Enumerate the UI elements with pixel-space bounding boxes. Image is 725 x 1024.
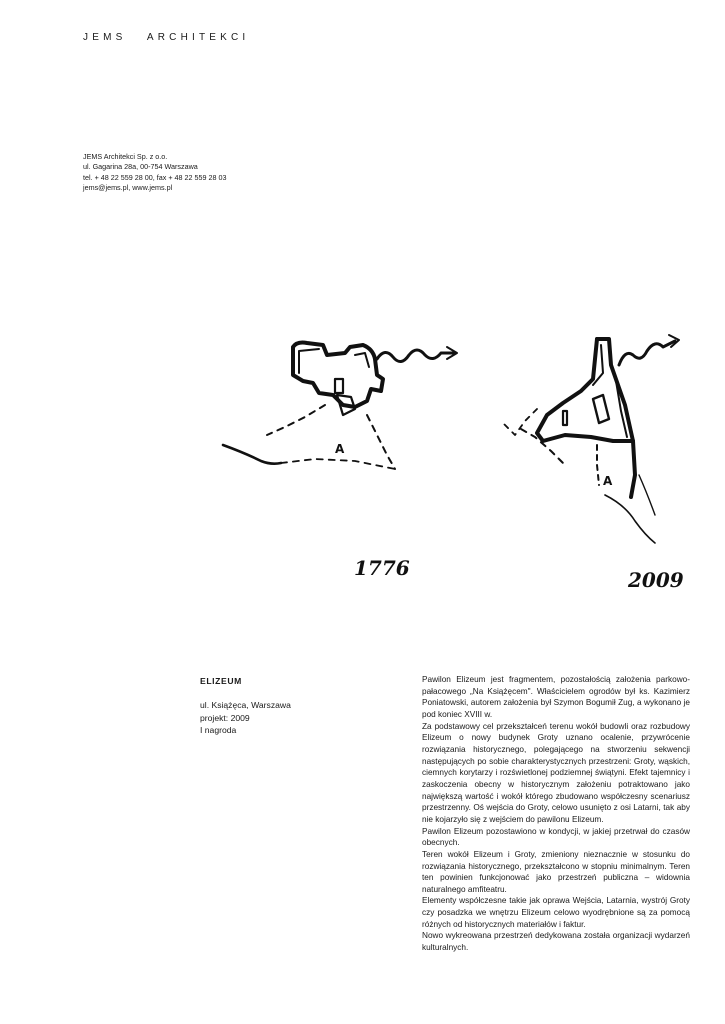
description-paragraph: Pawilon Elizeum pozostawiono w kondycji, w jakiej przetrwał do czasów obecnych. <box>422 826 690 848</box>
brand-header: JEMS ARCHITEKCI <box>83 32 250 43</box>
project-address: ul. Książęca, Warszawa <box>200 700 291 711</box>
project-info <box>200 675 291 737</box>
contact-block <box>83 152 226 193</box>
sketch-1776 <box>215 335 475 475</box>
company-address: ul. Gagarina 28a, 00-754 Warszawa <box>83 162 198 172</box>
project-year: projekt: 2009 <box>200 712 250 723</box>
description-paragraph: Teren wokół Elizeum i Groty, zmieniony nieznacznie w stosunku do rozwiązania historycznego, przekształcono w stopniu minimalnym. Teren ten powinien funkcjonować jako przestrzeń publiczna – widownia naturalnego amfiteatru. <box>422 849 690 894</box>
project-name: ELIZEUM <box>200 676 242 686</box>
sketch-2009-drawing <box>485 325 695 545</box>
description-paragraph: Pawilon Elizeum jest fragmentem, pozostałością założenia parkowo-pałacowego „Na Książęcem". Właścicielem ogrodów był ks. Kazimierz Poniatowski, autorem założenia był Szymon Bogumił Zug, a wykonano je pod koniec XVIII w. <box>422 675 690 719</box>
sketch-1776-drawing <box>215 335 475 475</box>
year-1776: 1776 <box>354 556 410 580</box>
company-phone: tel. + 48 22 559 28 00, fax + 48 22 559 28 03 <box>83 172 227 182</box>
sketch-1776-label: A <box>335 442 345 456</box>
project-description <box>422 674 690 954</box>
company-web: jems@jems.pl, www.jems.pl <box>83 182 173 192</box>
description-paragraph: Nowo wykreowana przestrzeń dedykowana została organizacji wydarzeń kulturalnych. <box>422 931 690 953</box>
project-award: I nagroda <box>200 725 237 736</box>
description-paragraph: Elementy współczesne takie jak oprawa Wejścia, Latarnia, wystrój Groty czy posadzka we wnętrzu Elizeum celowo wyodrębnione są za pomocą różnych od historycznych materiałów i faktur. <box>422 896 690 929</box>
year-2009: 2009 <box>628 568 684 592</box>
sketch-2009 <box>485 325 695 545</box>
description-paragraph: Za podstawowy cel przekształceń terenu wokół budowli oraz rozbudowy Elizeum o nowy budynek Groty uznano ocalenie, przywrócenie rozwiązania historycznego, polegającego na stworzeniu sekwencji następujących po sobie charakterystycznych przestrzeni: Groty, wąskich, ciemnych korytarzy i rozświetlonej podziemnej świątyni. Efekt tajemnicy i zaskoczenia obecny w historycznym założeniu potraktowano jako największą wartość i wokół którego zbudowano współczesny scenariusz przestrzenny. Oś wejścia do Groty, celowo usunięto z osi Latarni, tak aby nie kojarzyło się z wejściem do pawilonu Elizeum. <box>422 721 690 824</box>
company-name: JEMS Architekci Sp. z o.o. <box>83 152 168 161</box>
sketch-2009-label: A <box>603 474 613 488</box>
